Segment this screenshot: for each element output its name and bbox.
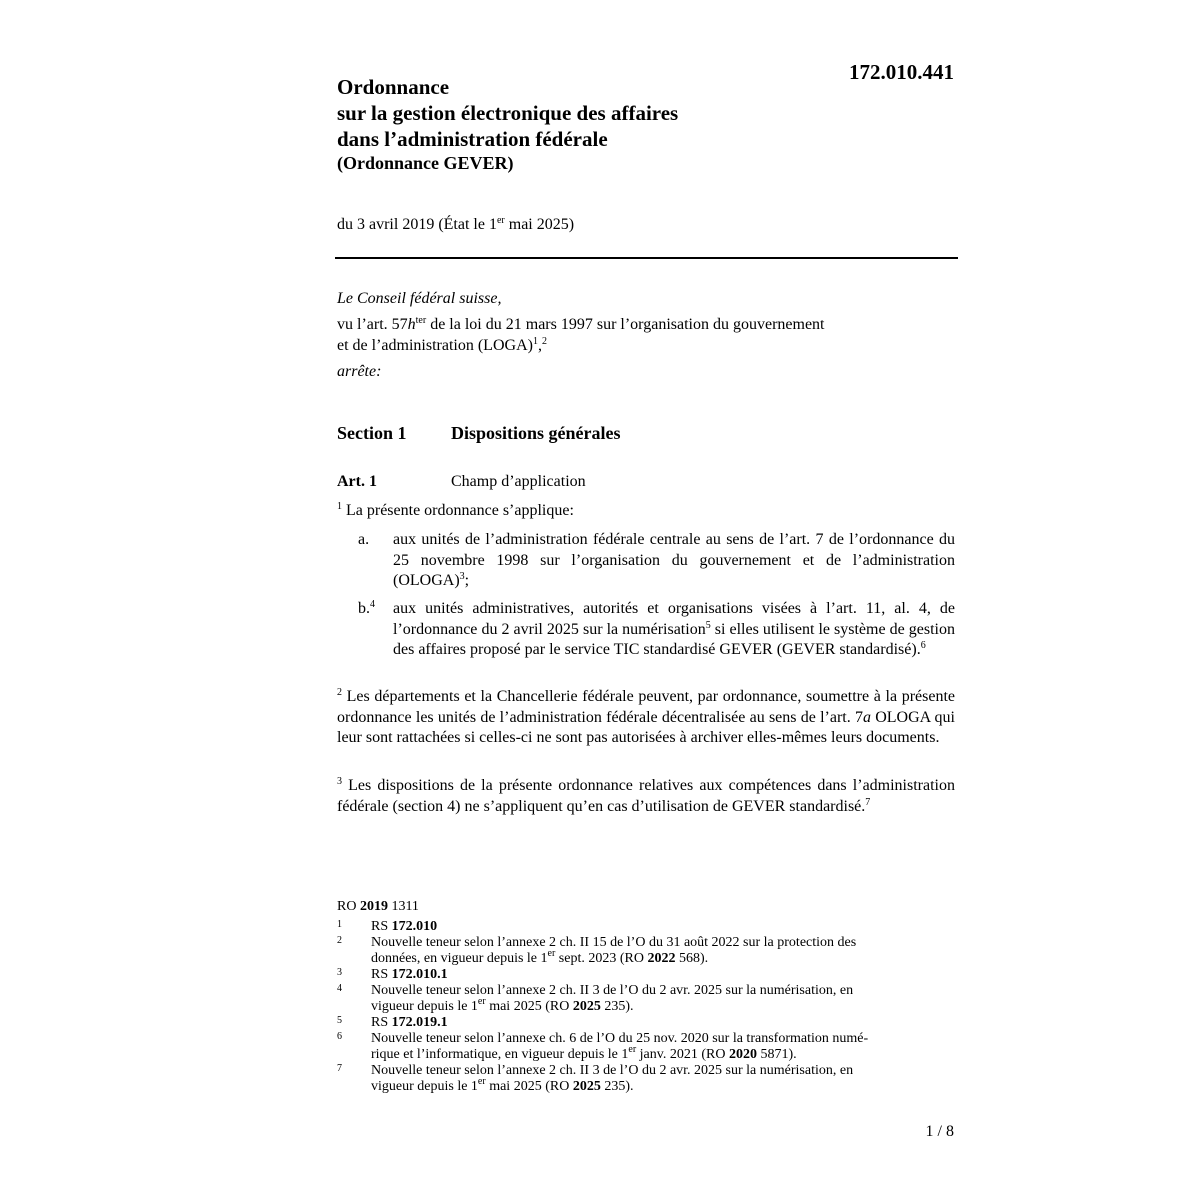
preamble-authority: Le Conseil fédéral suisse, (337, 290, 502, 307)
footnote-number: 7 (337, 1063, 342, 1074)
date-line (337, 216, 574, 234)
paragraph-number: 3 (337, 776, 342, 787)
fn-bold: 172.010 (391, 919, 438, 934)
fn-text: vigueur depuis le 1 (371, 998, 478, 1014)
paragraph-number: 1 (337, 501, 342, 512)
basis-h: h (407, 316, 416, 333)
short-title: (Ordonnance GEVER) (337, 153, 514, 173)
separator: , (537, 337, 542, 354)
item-marker (358, 599, 375, 620)
paragraph-2 (337, 687, 955, 749)
item-text-body: aux unités de l’administration fédérale centrale au sens de l’art. 7 de l’ordonnance du 25 novembre 1998 sur l’organisation du gouvernement et de l’administration (OLOGA) (393, 531, 955, 589)
basis-text-cont: de la loi du 21 mars 1997 sur l’organisation du gouvernement (426, 316, 825, 333)
fn-text: 5871). (756, 1046, 797, 1062)
preamble-basis (337, 314, 957, 356)
footnote-number: 3 (337, 967, 342, 978)
fn-bold: 2020 (728, 1046, 757, 1062)
paragraph-text: La présente ordonnance s’applique: (342, 502, 574, 519)
fn-text: vigueur depuis le 1 (371, 1078, 478, 1094)
title-line: Ordonnance (337, 75, 450, 99)
fn-text: mai 2025 (RO (485, 998, 573, 1014)
fn-bold: 2022 (647, 950, 676, 966)
footnote-text (371, 1015, 955, 1031)
footnote-number: 4 (337, 983, 342, 994)
item-text (393, 599, 955, 661)
footnote-ref-5[interactable]: 5 (705, 619, 711, 631)
ro-year: 2019 (359, 899, 388, 914)
footnote-ref-4[interactable]: 4 (370, 599, 375, 610)
item-text-tail: ; (464, 572, 470, 589)
page-number: 1 / 8 (925, 1123, 954, 1140)
header-divider (335, 257, 958, 259)
ro-reference (337, 899, 419, 915)
paragraph-number: 2 (337, 687, 342, 698)
footnote-number: 1 (337, 919, 342, 930)
sr-number: 172.010.441 (849, 60, 954, 84)
paragraph-text: Les dispositions de la présente ordonnance relatives aux compétences dans l’administration fédérale (section 4) ne s’appliquent qu’en cas d’utilisation de GEVER standardisé. (337, 777, 955, 815)
section-number: Section 1 (337, 423, 407, 443)
footnote-number: 2 (337, 935, 342, 946)
list-item-a (337, 530, 955, 592)
item-marker-letter: b. (358, 600, 370, 617)
fn-line: Nouvelle teneur selon l’annexe ch. 6 de l’O du 25 nov. 2020 sur la transformation numé- (371, 1031, 869, 1046)
list-item-b (337, 599, 955, 681)
fn-sup: er (477, 995, 486, 1007)
item-text-body: aux unités administratives, autorités et organisations visées à l’art. 11, al. 4, de l’ordonnance du 2 avril 2025 sur la numérisation (393, 600, 955, 638)
ro-page: 1311 (387, 899, 419, 914)
footnote-number: 6 (337, 1031, 342, 1042)
fn-text: données, en vigueur depuis le 1 (371, 950, 548, 966)
article-number: Art. 1 (337, 473, 377, 490)
fn-text: 235). (600, 1078, 634, 1094)
article-heading (337, 473, 586, 491)
fn-text: 235). (600, 998, 634, 1014)
fn-line: Nouvelle teneur selon l’annexe 2 ch. II 15 de l’O du 31 août 2022 sur la protection des (371, 935, 857, 950)
section-heading (337, 423, 621, 444)
title-line: sur la gestion électronique des affaires (337, 101, 679, 125)
fn-sup: er (477, 1075, 486, 1087)
footnote-ref-6[interactable]: 6 (920, 640, 926, 651)
fn-bold: 172.010.1 (391, 967, 448, 982)
basis-text: vu l’art. 57 (337, 316, 408, 333)
fn-bold: 2025 (572, 1078, 601, 1094)
basis-text-line2: et de l’administration (LOGA) (337, 337, 533, 354)
paragraph-3 (337, 776, 955, 817)
footnote-ref-3[interactable]: 3 (459, 571, 465, 582)
footnote-ref-7[interactable]: 7 (865, 796, 871, 808)
fn-text: 568). (675, 950, 709, 966)
fn-line: Nouvelle teneur selon l’annexe 2 ch. II 3 de l’O du 2 avr. 2025 sur la numérisation, en (371, 1063, 854, 1078)
fn-text: mai 2025 (RO (485, 1078, 573, 1094)
fn-text: sept. 2023 (RO (555, 950, 648, 966)
fn-sup: er (628, 1043, 637, 1055)
ordinal-sup: er (496, 215, 505, 226)
footnote-text (371, 967, 955, 983)
paragraph-text: Les départements et la Chancellerie fédérale peuvent, par ordonnance, soumettre à la présente ordonnance les unités de l’administration fédérale décentralisée au sens de l’art. 7 (337, 688, 955, 726)
fn-line: Nouvelle teneur selon l’annexe 2 ch. II 3 de l’O du 2 avr. 2025 sur la numérisation, en (371, 983, 854, 998)
article-title: Champ d’application (451, 473, 586, 490)
footnote-text (371, 935, 955, 966)
footnote-ref-2[interactable]: 2 (541, 336, 547, 347)
item-text (393, 530, 955, 592)
item-text-body-cont: si elles utilisent le système de gestion des affaires proposé par le service TIC standardisé GEVER (GEVER standardisé). (393, 620, 955, 658)
paragraph-1 (337, 501, 955, 522)
section-title: Dispositions générales (451, 423, 621, 443)
fn-text: RS (371, 1015, 392, 1030)
fn-bold: 172.019.1 (391, 1015, 448, 1030)
fn-text: rique et l’informatique, en vigueur depuis le 1 (371, 1046, 629, 1062)
ro-prefix: RO (337, 899, 360, 914)
item-marker: a. (358, 531, 370, 548)
title-line: dans l’administration fédérale (337, 127, 608, 151)
preamble-decree: arrête: (337, 363, 382, 380)
footnote-number: 5 (337, 1015, 342, 1026)
fn-text: RS (371, 919, 392, 934)
fn-bold: 2025 (572, 998, 601, 1014)
date-text: du 3 avril 2019 (État le 1 (337, 216, 497, 233)
footnote-text (371, 1063, 955, 1094)
fn-sup: er (547, 947, 556, 959)
date-text-end: mai 2025) (504, 216, 575, 233)
fn-text: RS (371, 967, 392, 982)
footnote-text (371, 983, 955, 1014)
fn-text: janv. 2021 (RO (636, 1046, 729, 1062)
footnote-ref-1[interactable]: 1 (532, 336, 538, 347)
footnote-text (371, 919, 955, 935)
footnote-text (371, 1031, 955, 1062)
paragraph-italic-a: a (862, 708, 871, 726)
basis-ter: ter (415, 315, 427, 326)
paragraph-text-cont: OLOGA qui leur sont rattachées si celles-ci ne sont pas autorisées à archiver elles-mêmes leurs documents. (337, 708, 955, 746)
document-title (337, 74, 817, 152)
